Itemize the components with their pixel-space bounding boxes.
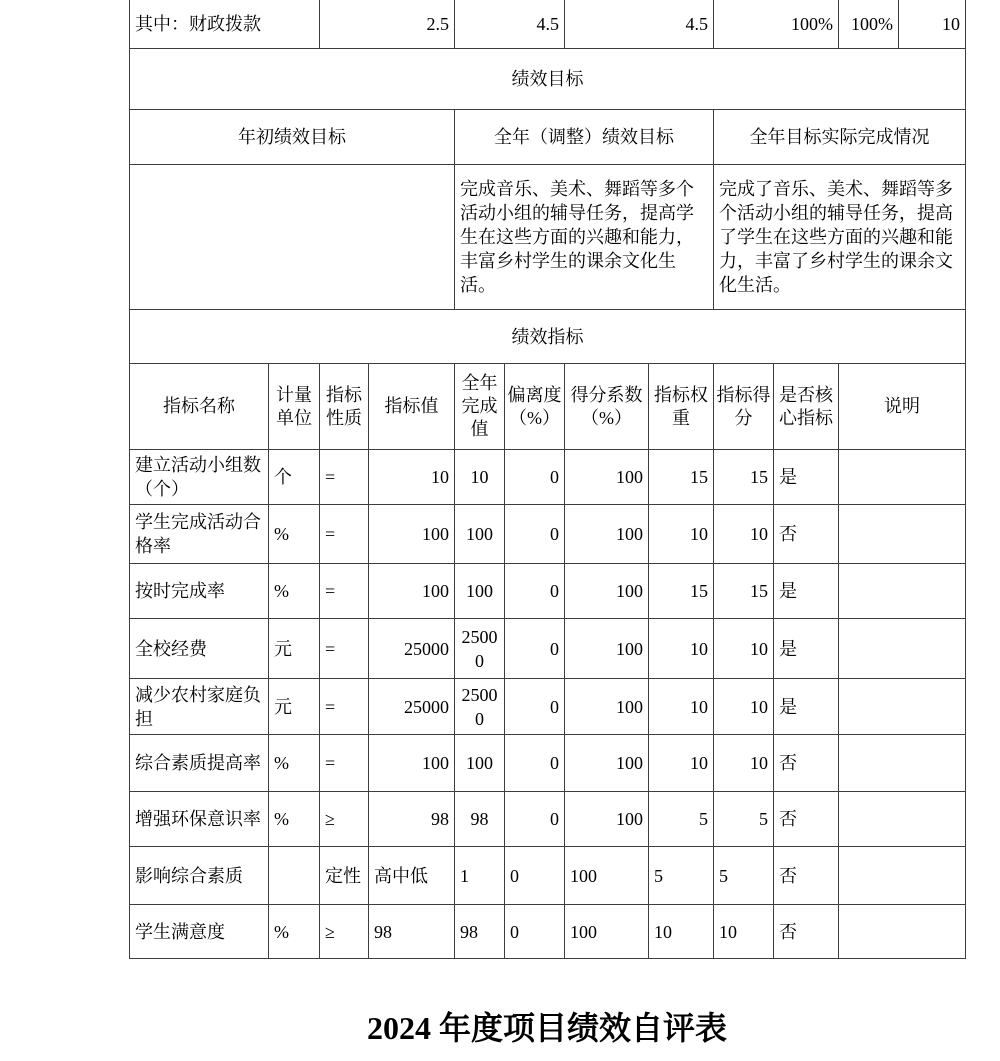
header-weight: 指标权重 [649,364,714,450]
core-indicator-cell: 是 [774,450,839,505]
weight-cell: 15 [649,450,714,505]
score-cell: 10 [714,905,774,959]
indicator-row [130,679,966,735]
goal-section-title: 绩效目标 [130,49,966,110]
deviation-cell: 0 [505,735,565,792]
target-value-cell: 高中低 [369,847,455,905]
weight-cell: 10 [649,735,714,792]
note-cell [839,905,966,959]
indicator-row [130,450,966,505]
funding-rate-2: 100% [839,0,899,49]
coefficient-cell: 100 [565,619,649,679]
note-cell [839,735,966,792]
goal-header-row [130,110,966,165]
deviation-cell: 0 [505,619,565,679]
score-cell: 10 [714,619,774,679]
coefficient-cell: 100 [565,450,649,505]
page-title: 2024 年度项目绩效自评表 [366,1010,727,1046]
nature-cell: = [320,505,369,564]
header-completed-value: 全年完成值 [455,364,505,450]
funding-adjusted-value: 4.5 [455,0,565,49]
indicator-row [130,564,966,619]
indicator-name-cell: 按时完成率 [130,564,269,619]
header-note: 说明 [839,364,966,450]
performance-self-evaluation-table [129,0,966,959]
score-cell: 5 [714,792,774,847]
score-cell: 15 [714,450,774,505]
indicator-section-title: 绩效指标 [130,310,966,364]
score-cell: 10 [714,735,774,792]
unit-cell: % [269,564,320,619]
weight-cell: 10 [649,679,714,735]
weight-cell: 5 [649,792,714,847]
completed-value-cell: 100 [455,505,505,564]
completed-value-cell: 98 [455,792,505,847]
note-cell [839,619,966,679]
core-indicator-cell: 是 [774,619,839,679]
funding-label: 其中：财政拨款 [130,0,320,49]
completed-value-cell: 100 [455,564,505,619]
score-cell: 10 [714,505,774,564]
goal-header-actual: 全年目标实际完成情况 [714,110,966,165]
nature-cell: = [320,679,369,735]
coefficient-cell: 100 [565,735,649,792]
note-cell [839,679,966,735]
unit-cell: 元 [269,619,320,679]
indicator-header-row [130,364,966,450]
nature-cell: = [320,450,369,505]
indicator-name-cell: 影响综合素质 [130,847,269,905]
unit-cell: 元 [269,679,320,735]
indicator-name-cell: 学生完成活动合格率 [130,505,269,564]
weight-cell: 10 [649,505,714,564]
coefficient-cell: 100 [565,505,649,564]
nature-cell: 定性 [320,847,369,905]
header-target-value: 指标值 [369,364,455,450]
core-indicator-cell: 是 [774,679,839,735]
indicator-name-cell: 全校经费 [130,619,269,679]
indicator-row [130,847,966,905]
deviation-cell: 0 [505,564,565,619]
goal-adjusted-text: 完成音乐、美术、舞蹈等多个活动小组的辅导任务，提高学生在这些方面的兴趣和能力，丰富乡村学生的课余文化生活。 [455,165,714,310]
target-value-cell: 98 [369,905,455,959]
completed-value-cell: 25000 [455,619,505,679]
coefficient-cell: 100 [565,905,649,959]
completed-value-cell: 1 [455,847,505,905]
header-core-indicator: 是否核心指标 [774,364,839,450]
unit-cell: % [269,735,320,792]
completed-value-cell: 25000 [455,679,505,735]
score-cell: 15 [714,564,774,619]
unit-cell: % [269,505,320,564]
core-indicator-cell: 否 [774,792,839,847]
unit-cell [269,847,320,905]
goal-header-adjusted: 全年（调整）绩效目标 [455,110,714,165]
indicator-row [130,905,966,959]
coefficient-cell: 100 [565,847,649,905]
goal-content-row [130,165,966,310]
weight-cell: 10 [649,619,714,679]
note-cell [839,450,966,505]
funding-score: 10 [899,0,966,49]
score-cell: 5 [714,847,774,905]
header-score: 指标得分 [714,364,774,450]
note-cell [839,792,966,847]
nature-cell: = [320,735,369,792]
score-cell: 10 [714,679,774,735]
target-value-cell: 98 [369,792,455,847]
indicator-name-cell: 建立活动小组数（个） [130,450,269,505]
unit-cell: 个 [269,450,320,505]
note-cell [839,505,966,564]
completed-value-cell: 100 [455,735,505,792]
goal-header-year-start: 年初绩效目标 [130,110,455,165]
weight-cell: 5 [649,847,714,905]
funding-rate-1: 100% [714,0,839,49]
goal-year-start-text [130,165,455,310]
core-indicator-cell: 是 [774,564,839,619]
header-deviation: 偏离度（%） [505,364,565,450]
core-indicator-cell: 否 [774,505,839,564]
coefficient-cell: 100 [565,564,649,619]
deviation-cell: 0 [505,905,565,959]
header-nature: 指标性质 [320,364,369,450]
target-value-cell: 25000 [369,619,455,679]
indicator-row [130,505,966,564]
core-indicator-cell: 否 [774,847,839,905]
target-value-cell: 10 [369,450,455,505]
unit-cell: % [269,792,320,847]
indicator-name-cell: 学生满意度 [130,905,269,959]
nature-cell: ≥ [320,905,369,959]
funding-budget-value: 2.5 [320,0,455,49]
core-indicator-cell: 否 [774,735,839,792]
completed-value-cell: 98 [455,905,505,959]
deviation-cell: 0 [505,792,565,847]
coefficient-cell: 100 [565,679,649,735]
target-value-cell: 100 [369,735,455,792]
indicator-name-cell: 减少农村家庭负担 [130,679,269,735]
deviation-cell: 0 [505,450,565,505]
weight-cell: 10 [649,905,714,959]
indicator-section-banner-row [130,310,966,364]
funding-row [130,0,966,49]
target-value-cell: 25000 [369,679,455,735]
deviation-cell: 0 [505,505,565,564]
target-value-cell: 100 [369,505,455,564]
core-indicator-cell: 否 [774,905,839,959]
indicator-name-cell: 综合素质提高率 [130,735,269,792]
indicator-row [130,735,966,792]
indicator-row [130,792,966,847]
completed-value-cell: 10 [455,450,505,505]
deviation-cell: 0 [505,847,565,905]
indicator-name-cell: 增强环保意识率 [130,792,269,847]
target-value-cell: 100 [369,564,455,619]
coefficient-cell: 100 [565,792,649,847]
unit-cell: % [269,905,320,959]
note-cell [839,847,966,905]
funding-actual-value: 4.5 [565,0,714,49]
note-cell [839,564,966,619]
goal-actual-text: 完成了音乐、美术、舞蹈等多个活动小组的辅导任务，提高了学生在这些方面的兴趣和能力，丰富了乡村学生的课余文化生活。 [714,165,966,310]
indicator-row [130,619,966,679]
header-indicator-name: 指标名称 [130,364,269,450]
goal-section-banner-row [130,49,966,110]
nature-cell: ≥ [320,792,369,847]
header-score-coefficient: 得分系数（%） [565,364,649,450]
header-unit: 计量单位 [269,364,320,450]
nature-cell: = [320,619,369,679]
nature-cell: = [320,564,369,619]
weight-cell: 15 [649,564,714,619]
deviation-cell: 0 [505,679,565,735]
